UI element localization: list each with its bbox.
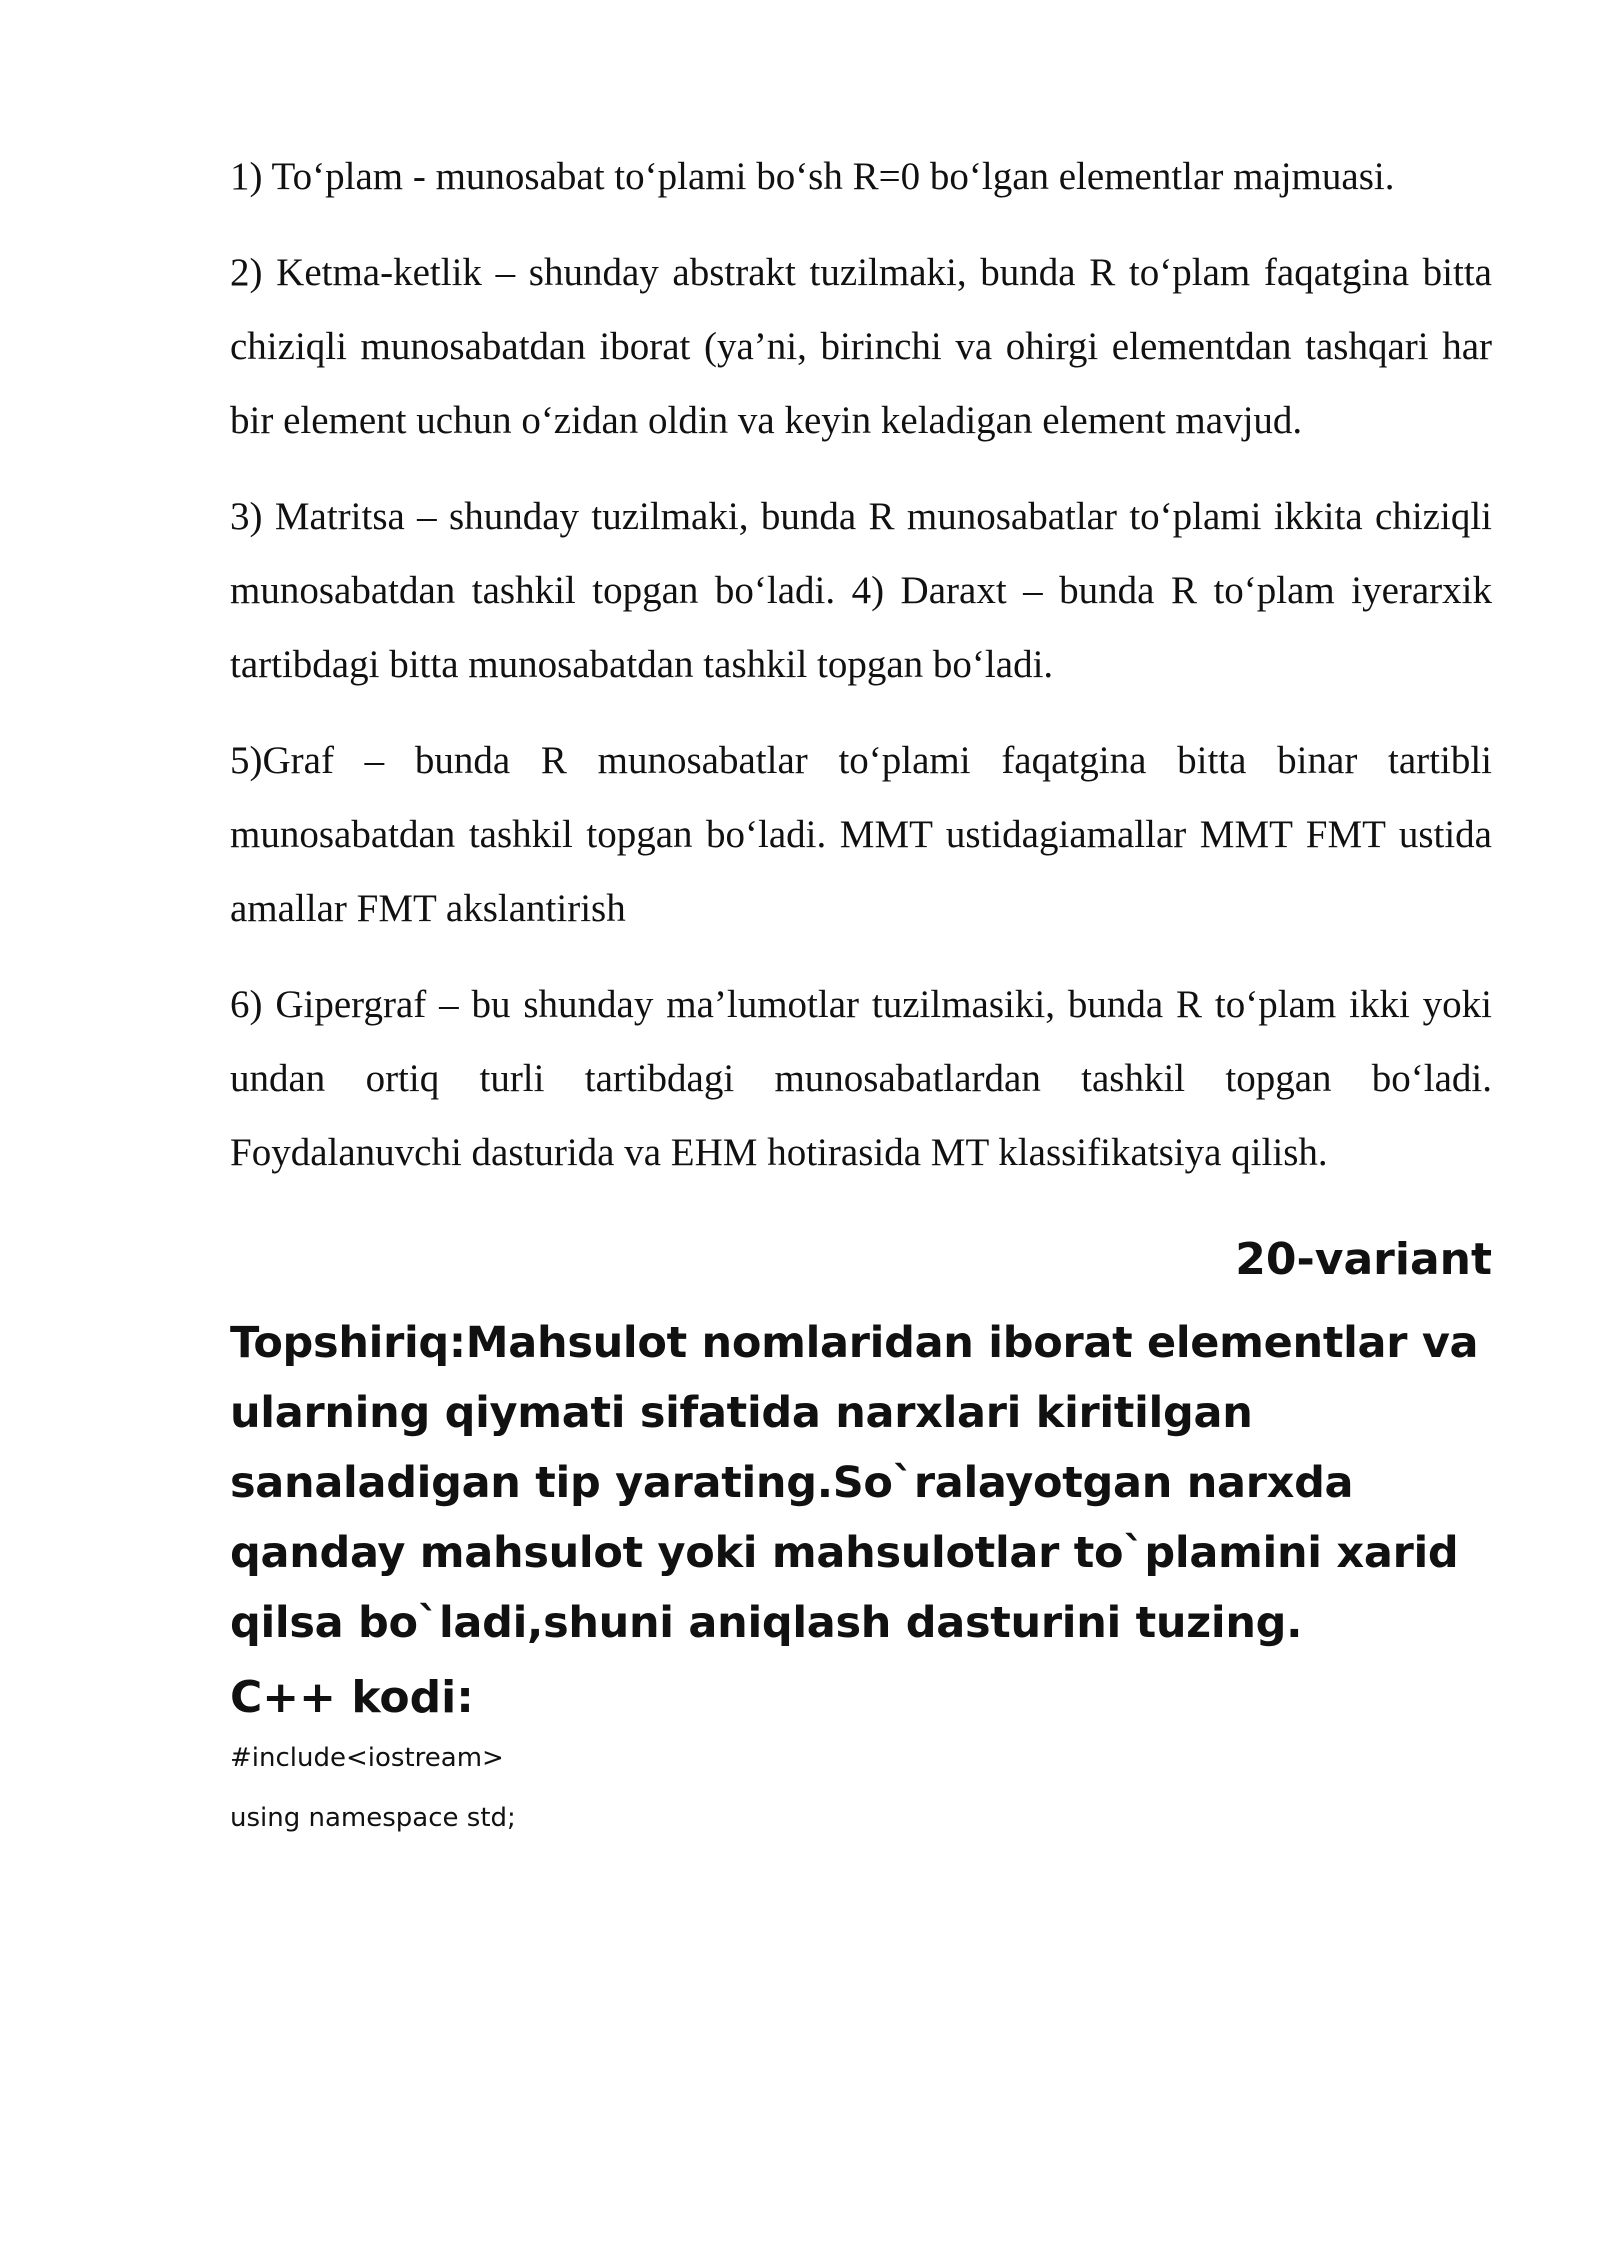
paragraph-graf: 5)Graf – bunda R munosabatlar to‘plami faqatgina bitta binar tartibli munosabatdan tashkil topgan bo‘ladi. MMT ustidagiamallar MMT FMT ustida amallar FMT akslantirish <box>230 739 1492 930</box>
code-line-include: #include<iostream> <box>230 1743 504 1773</box>
paragraph-ketma-ketlik: 2) Ketma-ketlik – shunday abstrakt tuzilmaki, bunda R to‘plam faqatgina bitta chiziqli munosabatdan iborat (ya’ni, birinchi va ohirgi elementdan tashqari har bir element uchun o‘zidan oldin va keyin keladigan element mavjud. <box>230 251 1492 442</box>
task-statement: Topshiriq:Mahsulot nomlaridan iborat elementlar va ularning qiymati sifatida narxlari kiritilgan sanaladigan tip yarating.So`ralayotgan narxda qanday mahsulot yoki mahsulotlar to`plamini xarid qilsa bo`ladi,shuni aniqlash dasturini tuzing. <box>230 1318 1479 1648</box>
paragraph-matritsa-daraxt: 3) Matritsa – shunday tuzilmaki, bunda R munosabatlar to‘plami ikkita chiziqli munosabatdan tashkil topgan bo‘ladi. 4) Daraxt – bunda R to‘plam iyerarxik tartibdagi bitta munosabatdan tashkil topgan bo‘ladi. <box>230 495 1492 686</box>
code-line-namespace: using namespace std; <box>230 1803 516 1833</box>
code-heading: C++ kodi: <box>230 1672 474 1723</box>
document-page <box>230 140 1492 1860</box>
variant-heading: 20-variant <box>1235 1234 1492 1285</box>
paragraph-toplam: 1) To‘plam - munosabat to‘plami bo‘sh R=0 bo‘lgan elementlar majmuasi. <box>230 155 1395 198</box>
paragraph-gipergraf: 6) Gipergraf – bu shunday ma’lumotlar tuzilmasiki, bunda R to‘plam ikki yoki undan ortiq turli tartibdagi munosabatlardan tashkil topgan bo‘ladi. Foydalanuvchi dasturida va EHM hotirasida MT klassifikatsiya qilish. <box>230 983 1492 1174</box>
